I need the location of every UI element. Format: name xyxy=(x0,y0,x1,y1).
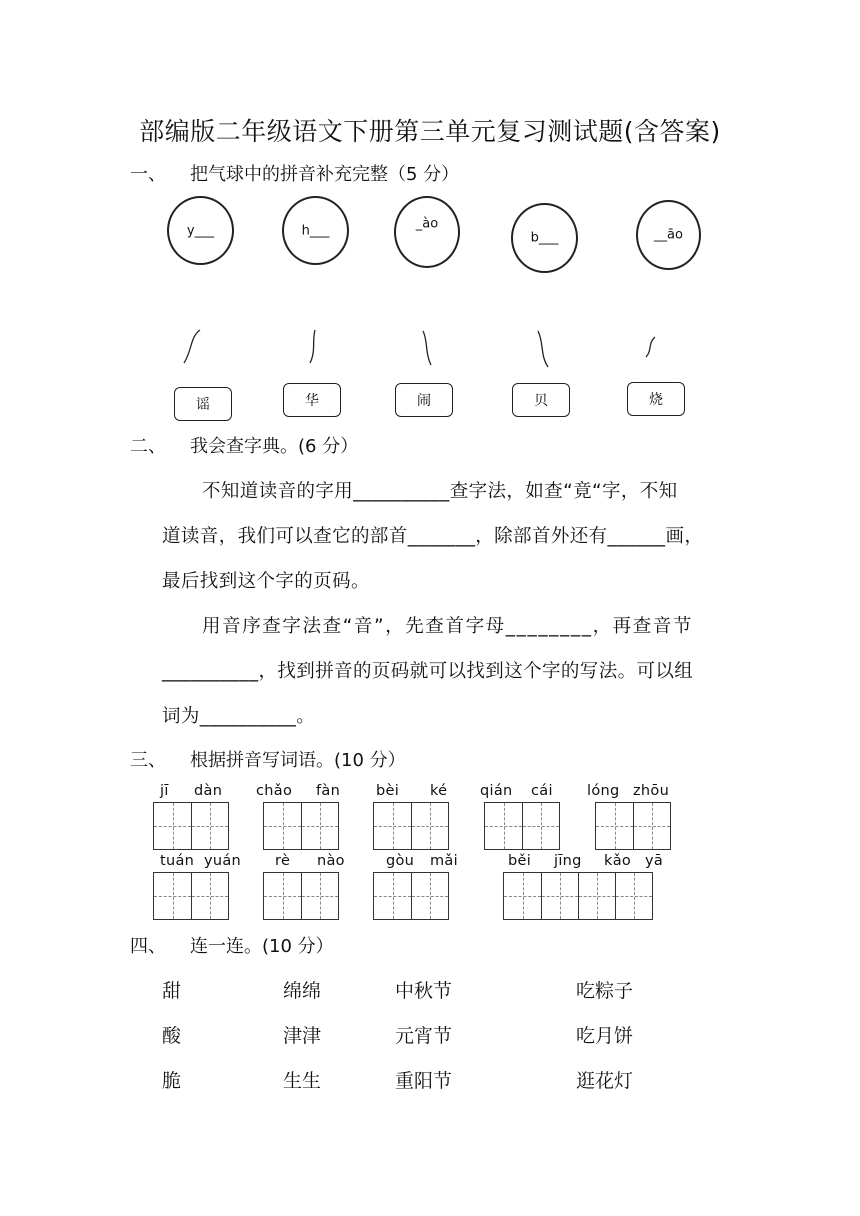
grid-cell[interactable] xyxy=(264,803,301,849)
grid-cell[interactable] xyxy=(191,873,228,919)
match-item[interactable]: 中秋节 xyxy=(395,980,453,1002)
grid-cell[interactable] xyxy=(301,803,338,849)
balloon xyxy=(394,196,460,268)
grid-cell[interactable] xyxy=(154,873,191,919)
balloon-text: _ào xyxy=(415,216,439,232)
pinyin-label: chǎo xyxy=(256,783,293,799)
balloon xyxy=(511,203,578,273)
match-item[interactable]: 生生 xyxy=(283,1070,322,1092)
writing-grid[interactable] xyxy=(263,872,339,920)
balloon-text: b___ xyxy=(530,230,559,246)
grid-cell[interactable] xyxy=(264,873,301,919)
grid-cell[interactable] xyxy=(522,803,559,849)
grid-cell[interactable] xyxy=(411,873,448,919)
pinyin-label: ké xyxy=(430,783,448,799)
balloon xyxy=(636,200,701,270)
pinyin-label: mǎi xyxy=(430,853,458,869)
writing-grid[interactable] xyxy=(484,802,560,850)
section-number: 三、 xyxy=(130,750,166,771)
writing-grid[interactable] xyxy=(373,802,449,850)
dictionary-text-line: 不知道读音的字用__________查字法，如查“竟“字，不知 xyxy=(202,481,678,502)
section-number: 一、 xyxy=(130,164,166,185)
pinyin-label: zhōu xyxy=(633,783,670,799)
writing-grid[interactable] xyxy=(373,872,449,920)
grid-cell[interactable] xyxy=(154,803,191,849)
character-card: 烧 xyxy=(627,382,685,416)
match-item[interactable]: 吃月饼 xyxy=(576,1025,634,1047)
grid-cell[interactable] xyxy=(541,873,578,919)
section-number: 四、 xyxy=(130,936,166,957)
pinyin-label: lóng xyxy=(587,783,620,799)
pinyin-label: cái xyxy=(531,783,553,799)
balloon-strings xyxy=(170,325,710,370)
character-card: 谣 xyxy=(174,387,232,421)
grid-cell[interactable] xyxy=(615,873,652,919)
grid-cell[interactable] xyxy=(596,803,633,849)
pinyin-label: rè xyxy=(275,853,291,869)
grid-cell[interactable] xyxy=(374,873,411,919)
dictionary-text-line: 词为__________。 xyxy=(162,706,316,727)
pinyin-label: yā xyxy=(645,853,664,869)
balloon-text: y___ xyxy=(186,223,215,238)
character-card: 闹 xyxy=(395,383,453,417)
section-title: 把气球中的拼音补充完整（5 分） xyxy=(190,164,460,185)
writing-grid[interactable] xyxy=(153,872,229,920)
section-number: 二、 xyxy=(130,436,166,457)
section-title: 连一连。(10 分） xyxy=(190,936,334,957)
writing-grid[interactable] xyxy=(263,802,339,850)
grid-cell[interactable] xyxy=(411,803,448,849)
match-item[interactable]: 吃粽子 xyxy=(576,980,634,1002)
match-item[interactable]: 脆 xyxy=(162,1070,182,1092)
match-item[interactable]: 甜 xyxy=(162,980,182,1002)
grid-cell[interactable] xyxy=(485,803,522,849)
pinyin-label: běi xyxy=(508,853,532,869)
pinyin-label: tuán xyxy=(160,853,195,869)
balloon-string xyxy=(538,331,548,367)
grid-cell[interactable] xyxy=(504,873,541,919)
match-item[interactable]: 元宵节 xyxy=(395,1025,453,1047)
balloon-text: h___ xyxy=(301,223,330,238)
balloon xyxy=(282,196,349,265)
pinyin-label: gòu xyxy=(386,853,415,869)
grid-cell[interactable] xyxy=(301,873,338,919)
dictionary-text-line: 用音序查字法查“音”，先查首字母________，再查音节 xyxy=(202,616,694,637)
pinyin-label: qián xyxy=(480,783,513,799)
match-item[interactable]: 酸 xyxy=(162,1025,182,1047)
balloon-string xyxy=(310,330,315,363)
balloon-string xyxy=(646,337,655,357)
writing-grid[interactable] xyxy=(503,872,653,920)
pinyin-label: jī xyxy=(160,783,169,799)
balloon-string xyxy=(423,331,431,365)
page-title: 部编版二年级语文下册第三单元复习测试题(含答案) xyxy=(139,117,721,146)
balloon xyxy=(167,196,234,265)
grid-cell[interactable] xyxy=(633,803,670,849)
dictionary-text-line: 道读音，我们可以查它的部首_______，除部首外还有______画， xyxy=(162,526,704,547)
grid-cell[interactable] xyxy=(578,873,615,919)
section-title: 根据拼音写词语。(10 分） xyxy=(190,750,406,771)
section-title: 我会查字典。(6 分） xyxy=(190,436,359,457)
balloon-text: __āo xyxy=(654,227,683,243)
pinyin-label: dàn xyxy=(194,783,223,799)
grid-cell[interactable] xyxy=(191,803,228,849)
character-card: 贝 xyxy=(512,383,570,417)
pinyin-label: fàn xyxy=(316,783,341,799)
writing-grid[interactable] xyxy=(595,802,671,850)
writing-grid[interactable] xyxy=(153,802,229,850)
match-item[interactable]: 重阳节 xyxy=(395,1070,453,1092)
match-item[interactable]: 津津 xyxy=(283,1025,322,1047)
pinyin-label: bèi xyxy=(376,783,400,799)
balloon-string xyxy=(184,330,200,363)
dictionary-text-line: __________，找到拼音的页码就可以找到这个字的写法。可以组 xyxy=(162,661,694,682)
pinyin-label: jīng xyxy=(554,853,582,869)
grid-cell[interactable] xyxy=(374,803,411,849)
dictionary-text-line: 最后找到这个字的页码。 xyxy=(162,571,370,592)
match-item[interactable]: 逛花灯 xyxy=(576,1070,634,1092)
pinyin-label: kǎo xyxy=(604,853,632,869)
character-card: 华 xyxy=(283,383,341,417)
pinyin-label: nào xyxy=(317,853,345,869)
match-item[interactable]: 绵绵 xyxy=(283,980,322,1002)
pinyin-label: yuán xyxy=(204,853,242,869)
